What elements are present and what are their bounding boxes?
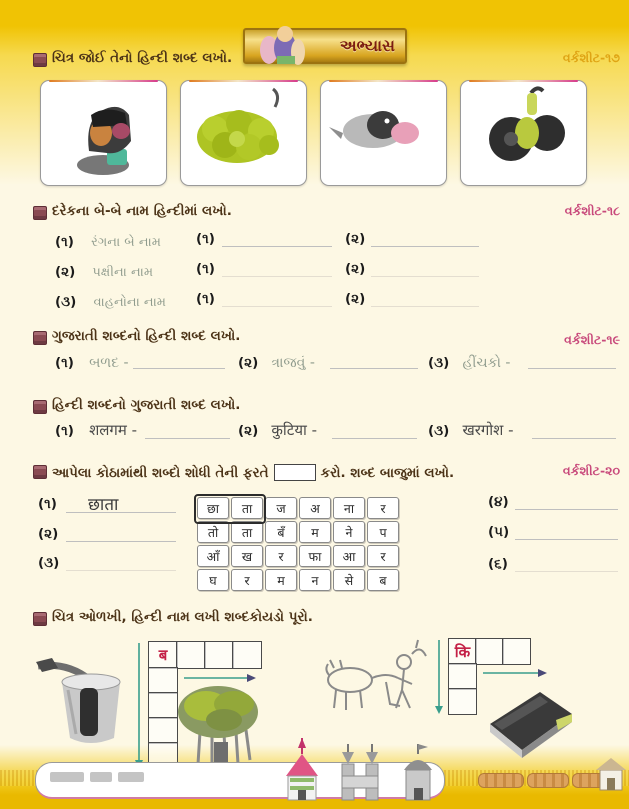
book-bullet-icon	[33, 612, 47, 626]
crossword-cell[interactable]	[475, 638, 504, 665]
grid-cell[interactable]: फा	[299, 545, 331, 567]
down-arrow-icon	[434, 640, 444, 714]
temple-illustrations	[276, 736, 446, 802]
q3-item2-word: ત્રાજવું -	[271, 355, 315, 371]
picture-box-person	[40, 80, 167, 186]
person-image	[41, 81, 163, 181]
q4-item	[428, 420, 514, 440]
crossword-cell[interactable]	[448, 638, 477, 665]
q2-row2-label: પક્ષીના નામ	[92, 265, 154, 280]
q4-item3-word: खरगोश -	[462, 421, 514, 439]
banner-title: અભ્યાસ	[339, 36, 395, 55]
q3-item2-num: (૨)	[238, 355, 259, 371]
q3-title: ગુજરાતી શબ્દનો હિન્દી શબ્દ લખો.	[52, 328, 241, 344]
q3-item1-num: (૧)	[55, 355, 74, 371]
picture-box-grapes	[180, 80, 307, 186]
footer-text-smudge	[90, 772, 112, 782]
grid-cell[interactable]: र	[231, 569, 263, 591]
q3-item3-num: (૩)	[428, 355, 450, 371]
box-accent	[49, 80, 158, 83]
book-image	[482, 680, 578, 764]
q3-worksheet-badge: વર્કશીટ-૧૯	[564, 332, 620, 347]
q4-item	[55, 420, 137, 440]
banyan-tree-image	[172, 676, 264, 768]
answer-blank[interactable]	[222, 276, 332, 277]
answer-blank[interactable]	[371, 246, 479, 247]
book-bullet-icon	[33, 465, 47, 479]
log-decoration	[527, 773, 569, 788]
answer-blank[interactable]	[515, 509, 618, 510]
q5-left1-num: (૧)	[38, 496, 57, 512]
bucket-image	[28, 652, 138, 762]
farmer-plowing-image	[316, 634, 434, 720]
grid-cell[interactable]: म	[265, 569, 297, 591]
q1-worksheet-badge: વર્કશીટ-૧૭	[562, 50, 620, 65]
q2-row2-num: (૨)	[55, 264, 76, 280]
q4-item2-num: (૨)	[238, 423, 259, 439]
grid-cell[interactable]: प	[367, 521, 399, 543]
answer-blank[interactable]	[371, 276, 479, 277]
q3-item3-word: હીંચકો -	[462, 355, 511, 371]
q2-worksheet-badge: વર્કશીટ-૧૮	[564, 203, 620, 218]
answer-blank[interactable]	[532, 438, 616, 439]
crossword-cell[interactable]	[204, 641, 234, 669]
answer-blank[interactable]	[145, 438, 230, 439]
grid-cell[interactable]: आ	[333, 545, 365, 567]
book-bullet-icon	[33, 53, 47, 67]
q2-row1-sub1: (૧)	[196, 231, 215, 247]
crossword-cell[interactable]	[232, 641, 262, 669]
box-accent	[469, 80, 578, 83]
grid-cell[interactable]: ना	[333, 497, 365, 519]
q4-item1-word: शलगम -	[89, 421, 138, 439]
grid-cell[interactable]: आँ	[197, 545, 229, 567]
q5-left2-num: (૨)	[38, 526, 59, 542]
answer-blank[interactable]	[515, 571, 618, 572]
grid-cell[interactable]: ज	[265, 497, 297, 519]
q2-row1-num: (૧)	[55, 234, 74, 250]
log-decoration	[478, 773, 524, 788]
q2-row	[55, 291, 166, 310]
grid-cell[interactable]: ब	[367, 569, 399, 591]
grid-cell[interactable]: र	[367, 545, 399, 567]
box-accent	[189, 80, 298, 83]
grid-cell[interactable]: से	[333, 569, 365, 591]
picture-box-bird	[320, 80, 447, 186]
answer-blank[interactable]	[330, 368, 418, 369]
q3-item	[428, 352, 510, 371]
answer-blank[interactable]	[528, 368, 616, 369]
grid-cell[interactable]: ख	[231, 545, 263, 567]
q4-item3-num: (૩)	[428, 423, 450, 439]
q2-row2-sub1: (૧)	[196, 261, 215, 277]
q2-row2-sub2: (૨)	[345, 261, 366, 277]
grapes-image	[181, 81, 303, 181]
q4-item2-word: कुटिया -	[271, 421, 318, 439]
grid-cell[interactable]: ने	[333, 521, 365, 543]
grid-cell[interactable]: ता	[231, 497, 263, 519]
crossword-start-letter: कि	[454, 642, 471, 661]
q4-item	[238, 420, 317, 440]
crossword-cell[interactable]	[148, 641, 178, 669]
q2-row1-sub2: (૨)	[345, 231, 366, 247]
q2-title: દરેકના બે-બે નામ હિન્દીમાં લખો.	[52, 203, 232, 219]
q2-row	[55, 231, 161, 250]
grid-cell[interactable]: न	[299, 569, 331, 591]
q5-title-pre: આપેલા કોઠામાંથી શબ્દો શોધી તેની ફરતે	[52, 465, 269, 481]
crossword-cell[interactable]	[448, 663, 477, 690]
q5-worksheet-badge: વર્કશીટ-૨૦	[562, 463, 620, 478]
q4-title: હિન્દી શબ્દનો ગુજરાતી શબ્દ લખો.	[52, 397, 241, 413]
q1-title: ચિત્ર જોઈ તેનો હિન્દી શબ્દ લખો.	[52, 50, 233, 66]
q3-item	[55, 352, 129, 371]
book-bullet-icon	[33, 206, 47, 220]
book-bullet-icon	[33, 400, 47, 414]
q2-row3-num: (૩)	[55, 294, 77, 310]
crossword-cell[interactable]	[448, 688, 477, 715]
grid-cell[interactable]: अ	[299, 497, 331, 519]
picture-box-scooter	[460, 80, 587, 186]
answer-blank[interactable]	[515, 539, 618, 540]
grid-cell[interactable]: र	[367, 497, 399, 519]
q2-row3-label: વાહનોના નામ	[93, 295, 166, 310]
right-arrow-icon	[483, 668, 547, 678]
book-bullet-icon	[33, 331, 47, 345]
answer-blank[interactable]	[371, 306, 479, 307]
q2-row	[55, 261, 153, 280]
answer-blank[interactable]	[66, 570, 176, 571]
grid-cell[interactable]: ता	[231, 521, 263, 543]
q5-right6-num: (૬)	[488, 556, 508, 572]
answer-blank[interactable]	[222, 246, 332, 247]
q5-title-post: કરો. શબ્દ બાજુમાં લખો.	[320, 465, 455, 481]
grid-cell[interactable]: छा	[197, 497, 229, 519]
crossword-cell[interactable]	[502, 638, 531, 665]
footer-text-smudge	[50, 772, 84, 782]
grid-cell[interactable]: म	[299, 521, 331, 543]
q5-right5-num: (૫)	[488, 524, 510, 540]
banner-mascot-icon	[255, 20, 307, 68]
answer-blank[interactable]	[332, 438, 417, 439]
q3-item	[238, 352, 315, 371]
grid-cell[interactable]: तो	[197, 521, 229, 543]
answer-blank[interactable]	[133, 368, 225, 369]
q3-item1-word: બળદ -	[89, 355, 129, 371]
example-word-outline	[194, 494, 266, 524]
hut-decoration	[596, 756, 626, 792]
footer-text-smudge	[118, 772, 144, 782]
answer-blank[interactable]	[66, 541, 176, 542]
grid-cell[interactable]: र	[265, 545, 297, 567]
scooter-image	[461, 81, 583, 181]
q2-row3-sub2: (૨)	[345, 291, 366, 307]
box-accent	[329, 80, 438, 83]
q5-right4-num: (૪)	[488, 494, 509, 510]
q2-row3-sub1: (૧)	[196, 291, 215, 307]
grid-cell[interactable]: घ	[197, 569, 229, 591]
q5-left1-answer[interactable]: छाता	[88, 495, 119, 515]
answer-blank[interactable]	[222, 306, 332, 307]
empty-box-glyph	[274, 464, 316, 481]
crossword-start-letter: ब	[158, 646, 168, 664]
crossword-cell[interactable]	[176, 641, 206, 669]
bird-image	[321, 81, 443, 181]
q5-title	[52, 462, 454, 481]
q4-item1-num: (૧)	[55, 423, 74, 439]
answer-blank[interactable]	[66, 512, 176, 513]
q6-title: ચિત્ર ઓળખી, હિન્દી નામ લખી શબ્દકોયડો પૂરો.	[52, 609, 313, 625]
q5-left3-num: (૩)	[38, 555, 60, 571]
q2-row1-label: રંગના બે નામ	[91, 235, 161, 250]
grid-cell[interactable]: बँ	[265, 521, 297, 543]
